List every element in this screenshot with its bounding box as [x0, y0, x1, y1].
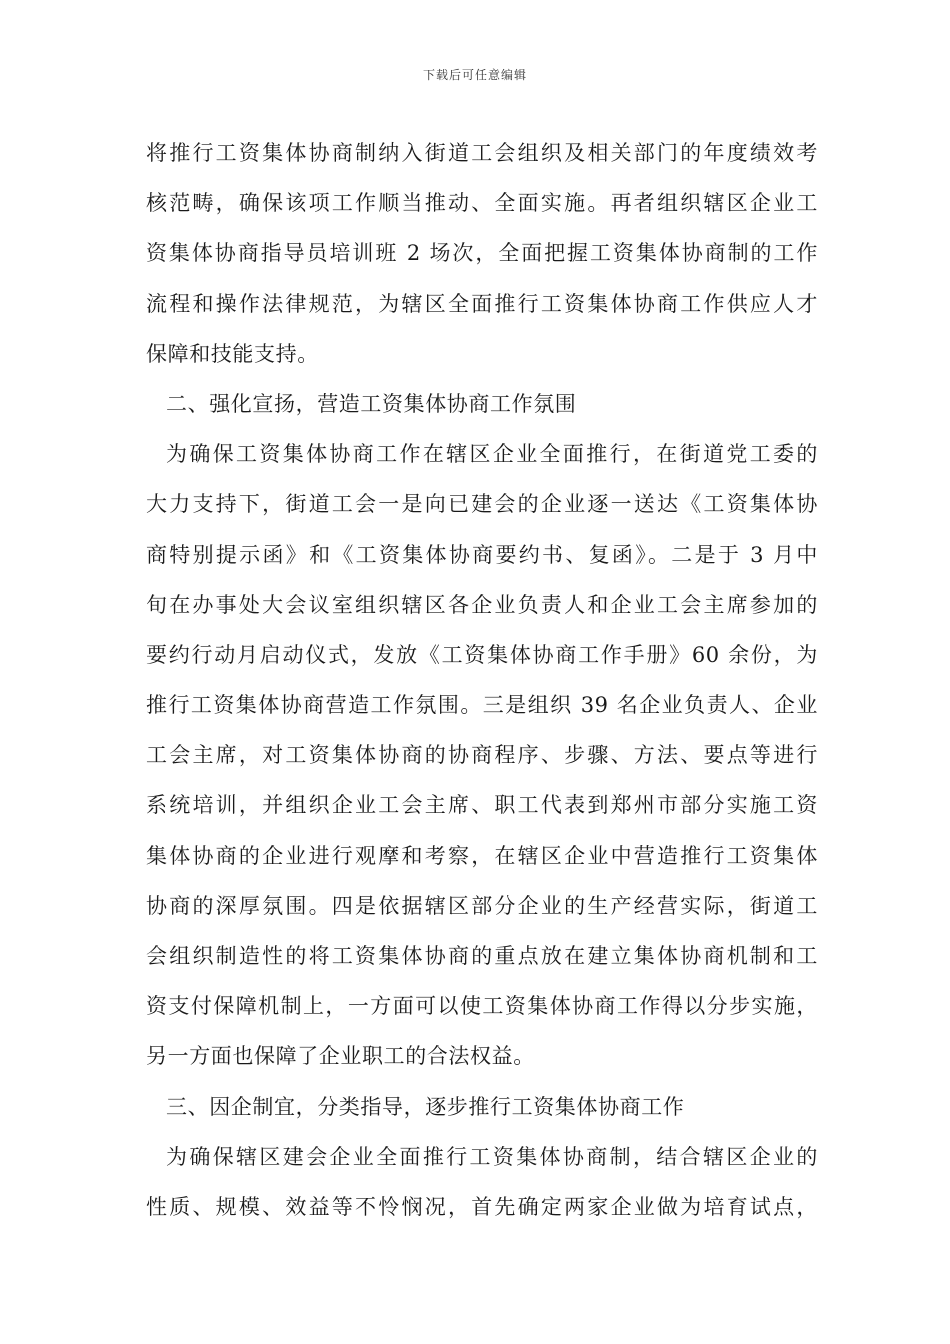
paragraph-line: 为确保工资集体协商工作在辖区企业全面推行，在街道党工委的 [166, 442, 818, 467]
paragraph-line: 将推行工资集体协商制纳入街道工会组织及相关部门的年度绩效考 [146, 141, 818, 165]
paragraph-line: 商特别提示函》和《工资集体协商要约书、复函》。二是于 3 月中 [146, 542, 818, 567]
paragraph-line: 资支付保障机制上，一方面可以使工资集体协商工作得以分步实施， [146, 994, 818, 1019]
paragraph-line: 另一方面也保障了企业职工的合法权益。 [146, 1044, 535, 1069]
paragraph-line: 保障和技能支持。 [146, 341, 319, 366]
paragraph-line: 核范畴，确保该项工作顺当推动、全面实施。再者组织辖区企业工 [146, 191, 818, 216]
paragraph-line: 资集体协商指导员培训班 2 场次，全面把握工资集体协商制的工作 [146, 241, 818, 266]
paragraph-line: 性质、规模、效益等不怜悯况，首先确定两家企业做为培育试点， [146, 1194, 818, 1219]
section-heading: 三、因企制宜，分类指导，逐步推行工资集体协商工作 [166, 1094, 685, 1119]
paragraph-line: 协商的深厚氛围。四是依据辖区部分企业的生产经营实际，街道工 [146, 893, 818, 918]
paragraph-line: 系统培训，并组织企业工会主席、职工代表到郑州市部分实施工资 [146, 793, 818, 818]
page-header-note: 下载后可任意编辑 [422, 68, 527, 82]
paragraph-line: 推行工资集体协商营造工作氛围。三是组织 39 名企业负责人、企业 [146, 693, 818, 718]
paragraph-line: 流程和操作法律规范，为辖区全面推行工资集体协商工作供应人才 [146, 291, 818, 316]
document-body [146, 128, 818, 1232]
paragraph-line: 大力支持下，街道工会一是向已建会的企业逐一送达《工资集体协 [146, 492, 818, 517]
paragraph-line: 旬在办事处大会议室组织辖区各企业负责人和企业工会主席参加的 [146, 592, 818, 617]
section-heading: 二、强化宣扬，营造工资集体协商工作氛围 [166, 391, 577, 416]
paragraph-line: 集体协商的企业进行观摩和考察，在辖区企业中营造推行工资集体 [146, 843, 818, 868]
paragraph-line: 为确保辖区建会企业全面推行工资集体协商制，结合辖区企业的 [166, 1144, 818, 1169]
paragraph-line: 要约行动月启动仪式，发放《工资集体协商工作手册》60 余份，为 [146, 642, 818, 667]
paragraph-line: 会组织制造性的将工资集体协商的重点放在建立集体协商机制和工 [146, 944, 818, 968]
paragraph-line: 工会主席，对工资集体协商的协商程序、步骤、方法、要点等进行 [146, 743, 818, 768]
